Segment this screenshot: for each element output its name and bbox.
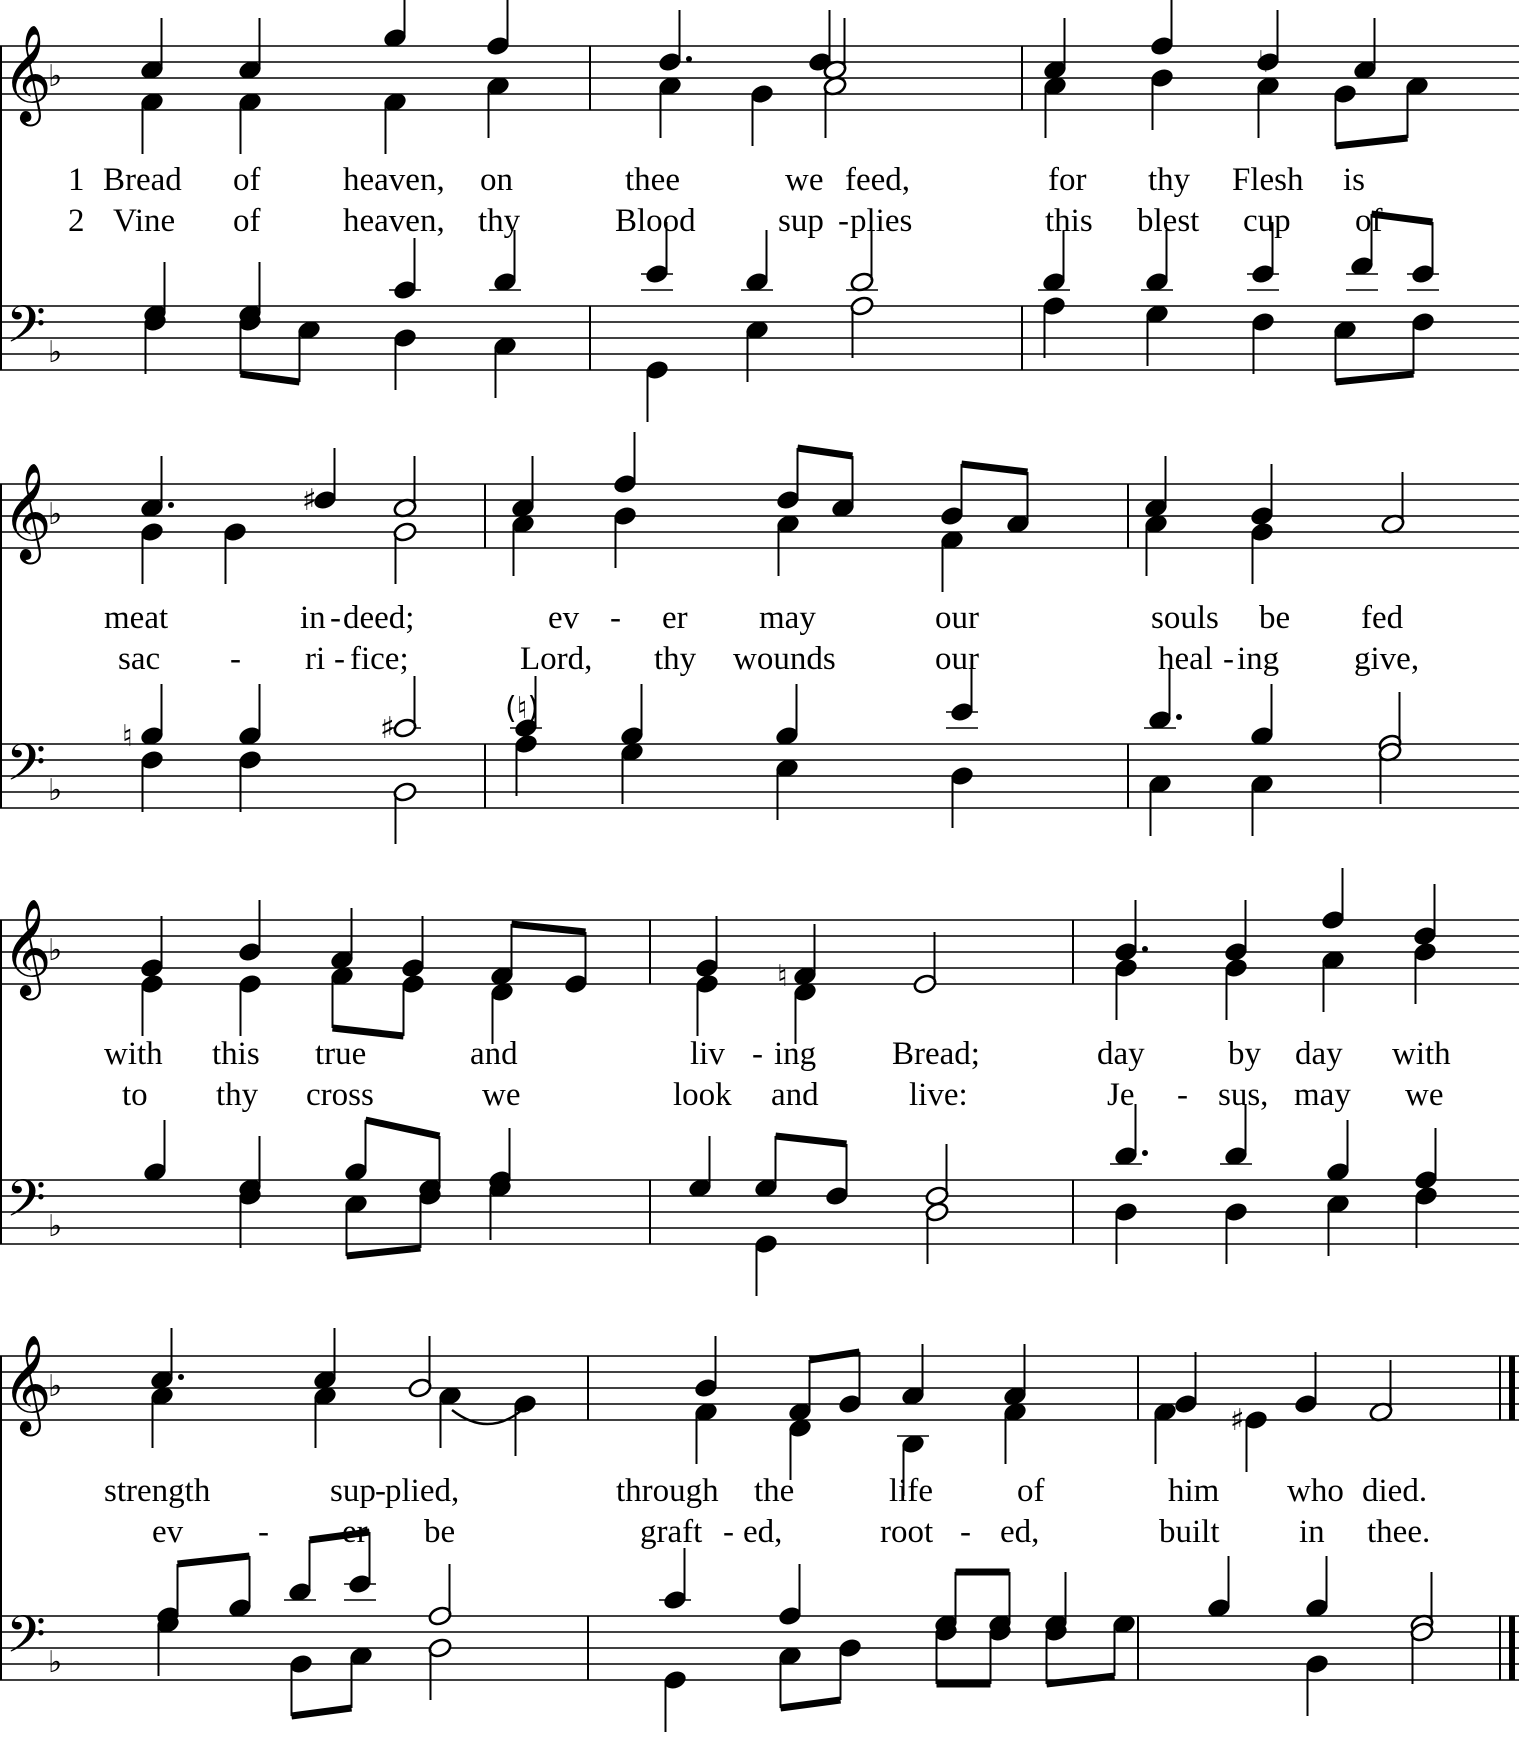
lyric-syllable: deed; [343,600,415,636]
lyric-syllable: of [233,203,261,239]
natural-sign-icon: ♮ [122,719,133,754]
lyric-syllable: heal [1158,641,1213,677]
lyric-syllable: with [104,1036,163,1072]
lyric-syllable: through [616,1473,719,1509]
lyric-syllable: Vine [113,203,176,239]
beam [810,1352,860,1360]
lyric-syllable: our [935,600,979,636]
parenthesized-natural-sign: (♮) [505,691,540,726]
lyric-syllable: with [1392,1036,1451,1072]
lyric-syllable: ev [152,1514,184,1550]
lyric-syllable: of [1355,203,1383,239]
lyric-syllable: look [673,1077,732,1113]
system-4-lyrics [104,1473,1430,1550]
lyric-syllable: ed, [743,1514,783,1550]
beam [366,1120,440,1136]
lyric-syllable: in [1299,1514,1325,1550]
lyric-syllable: Lord, [520,641,593,677]
augmentation-dot [1176,714,1182,720]
beam [1336,138,1408,146]
lyric-syllable: live: [909,1077,968,1113]
flat-sign-icon: ♭ [48,335,63,370]
lyric-syllable: we [785,162,824,198]
beam [798,448,853,456]
beam [241,374,300,382]
beam [1336,374,1414,382]
sharp-sign-icon: ♯ [1230,1403,1245,1438]
lyric-syllable: of [1017,1473,1045,1509]
slur [452,1410,522,1424]
lyric-hyphen: - [610,600,621,636]
lyric-syllable: er [662,600,688,636]
lyric-syllable: plied, [385,1473,460,1509]
lyric-syllable: is [1343,162,1366,198]
staff-lines [0,46,1519,1680]
lyric-syllable: fice; [350,641,409,677]
lyric-syllable: thy [478,203,521,239]
lyric-syllable: who [1287,1473,1344,1509]
lyric-syllable: and [470,1036,518,1072]
lyric-syllable: ev [548,600,580,636]
lyric-syllable: day [1295,1036,1343,1072]
sharp-sign-icon: ♯ [380,711,395,746]
lyric-hyphen: - [334,641,345,677]
lyric-hyphen: - [1177,1077,1188,1113]
lyric-hyphen: - [838,203,849,239]
system-1-lyrics [68,162,1383,239]
lyric-verse-number: 2 [68,203,85,239]
lyric-syllable: this [1045,203,1093,239]
lyric-syllable: and [771,1077,819,1113]
lyric-syllable: meat [104,600,169,636]
flat-sign-icon: ♭ [48,59,63,94]
beam [178,1556,250,1564]
lyric-syllable: er [342,1514,368,1550]
beam [292,1708,352,1716]
lyric-hyphen: - [723,1514,734,1550]
treble-clef-icon: 𝄞 [2,462,52,560]
lyric-syllable: on [480,162,513,198]
lyric-syllable: sac [118,641,161,677]
lyric-syllable: thy [1148,162,1191,198]
bass-clef-icon: 𝄢 [6,1604,46,1677]
beam [1047,1676,1115,1684]
system-3-lyrics [104,1036,1451,1113]
lyric-syllable: graft [640,1514,703,1550]
lyric-syllable: we [1405,1077,1444,1113]
lyric-syllable: our [935,641,979,677]
augmentation-dot [1142,1150,1148,1156]
lyric-syllable: souls [1151,600,1219,636]
lyric-syllable: fed [1361,600,1404,636]
lyric-syllable: thy [216,1077,259,1113]
clefs-and-accidentals [2,24,1269,1680]
lyric-syllable: to [122,1077,148,1113]
lyric-syllable: ing [1237,641,1280,677]
lyric-syllable: blest [1137,203,1200,239]
lyric-syllable: ing [774,1036,817,1072]
lyric-syllable: we [482,1077,521,1113]
augmentation-dot [1142,946,1148,952]
lyric-syllable: ed, [1000,1514,1040,1550]
lyric-syllable: be [424,1514,456,1550]
lyric-syllable: liv [690,1036,725,1072]
beam [333,1028,404,1036]
beam [962,464,1028,472]
lyric-verse-number: 1 [68,162,85,198]
lyric-syllable: give, [1354,641,1420,677]
lyric-syllable: sus, [1218,1077,1269,1113]
lyric-hyphen: - [1223,641,1234,677]
system-2-lyrics [104,600,1419,677]
augmentation-dot [178,1374,184,1380]
lyric-syllable: the [754,1473,795,1509]
lyric-syllable: heaven, [343,162,445,198]
beam [781,1700,841,1708]
lyric-syllable: this [212,1036,260,1072]
lyric-hyphen: - [258,1514,269,1550]
lyric-syllable: cup [1243,203,1291,239]
augmentation-dot [686,56,692,62]
lyric-syllable: plies [850,203,913,239]
lyric-syllable: true [315,1036,367,1072]
sharp-sign-icon: ♯ [302,483,317,518]
lyric-syllable: by [1228,1036,1261,1072]
lyric-syllable: ri [305,641,326,677]
lyric-syllable: may [1294,1077,1351,1113]
bass-clef-icon: 𝄢 [6,732,46,805]
treble-clef-icon: 𝄞 [2,898,52,996]
lyric-syllable: heaven, [343,203,445,239]
lyric-syllable: Flesh [1232,162,1304,198]
lyric-hyphen: - [752,1036,763,1072]
flat-sign-icon: ♭ [48,1209,63,1244]
natural-sign-icon: ♮ [777,959,788,994]
treble-clef-icon: 𝄞 [2,24,52,122]
bass-clef-icon: 𝄢 [6,1168,46,1241]
lyric-syllable: root [880,1514,934,1550]
lyric-syllable: may [759,600,816,636]
lyric-hyphen: - [230,641,241,677]
lyric-syllable: feed, [845,162,911,198]
lyric-hyphen: - [960,1514,971,1550]
lyric-syllable: him [1168,1473,1220,1509]
lyric-hyphen: - [375,1473,386,1509]
lyric-syllable: thy [654,641,697,677]
lyric-syllable: thee [625,162,680,198]
lyric-hyphen: - [330,600,341,636]
flat-sign-icon: ♭ [48,773,63,808]
lyric-syllable: life [889,1473,933,1509]
lyric-syllable: Bread [103,162,182,198]
lyric-syllable: Blood [615,203,696,239]
beam [512,924,586,932]
augmentation-dot [168,502,174,508]
natural-sign-icon: ♮ [1258,45,1269,80]
flat-sign-icon: ♭ [48,1369,63,1404]
lyric-syllable: Je [1107,1077,1135,1113]
beam [776,1136,847,1144]
lyric-syllable: for [1048,162,1087,198]
lyric-syllable: sup [330,1473,376,1509]
lyric-syllable: strength [104,1473,211,1509]
lyric-syllable: died. [1362,1473,1428,1509]
flat-sign-icon: ♭ [48,497,63,532]
beam [347,1248,421,1256]
lyric-syllable: built [1159,1514,1220,1550]
flat-sign-icon: ♭ [48,933,63,968]
lyric-syllable: thee. [1367,1514,1431,1550]
lyric-syllable: cross [306,1077,374,1113]
lyric-syllable: of [233,162,261,198]
bass-clef-icon: 𝄢 [6,294,46,367]
treble-clef-icon: 𝄞 [2,1334,52,1432]
lyric-syllable: day [1097,1036,1145,1072]
lyric-syllable: sup [778,203,824,239]
lyric-syllable: Bread; [892,1036,980,1072]
lyric-syllable: in [300,600,326,636]
flat-sign-icon: ♭ [48,1645,63,1680]
lyric-syllable: be [1259,600,1291,636]
lyric-syllable: wounds [733,641,836,677]
